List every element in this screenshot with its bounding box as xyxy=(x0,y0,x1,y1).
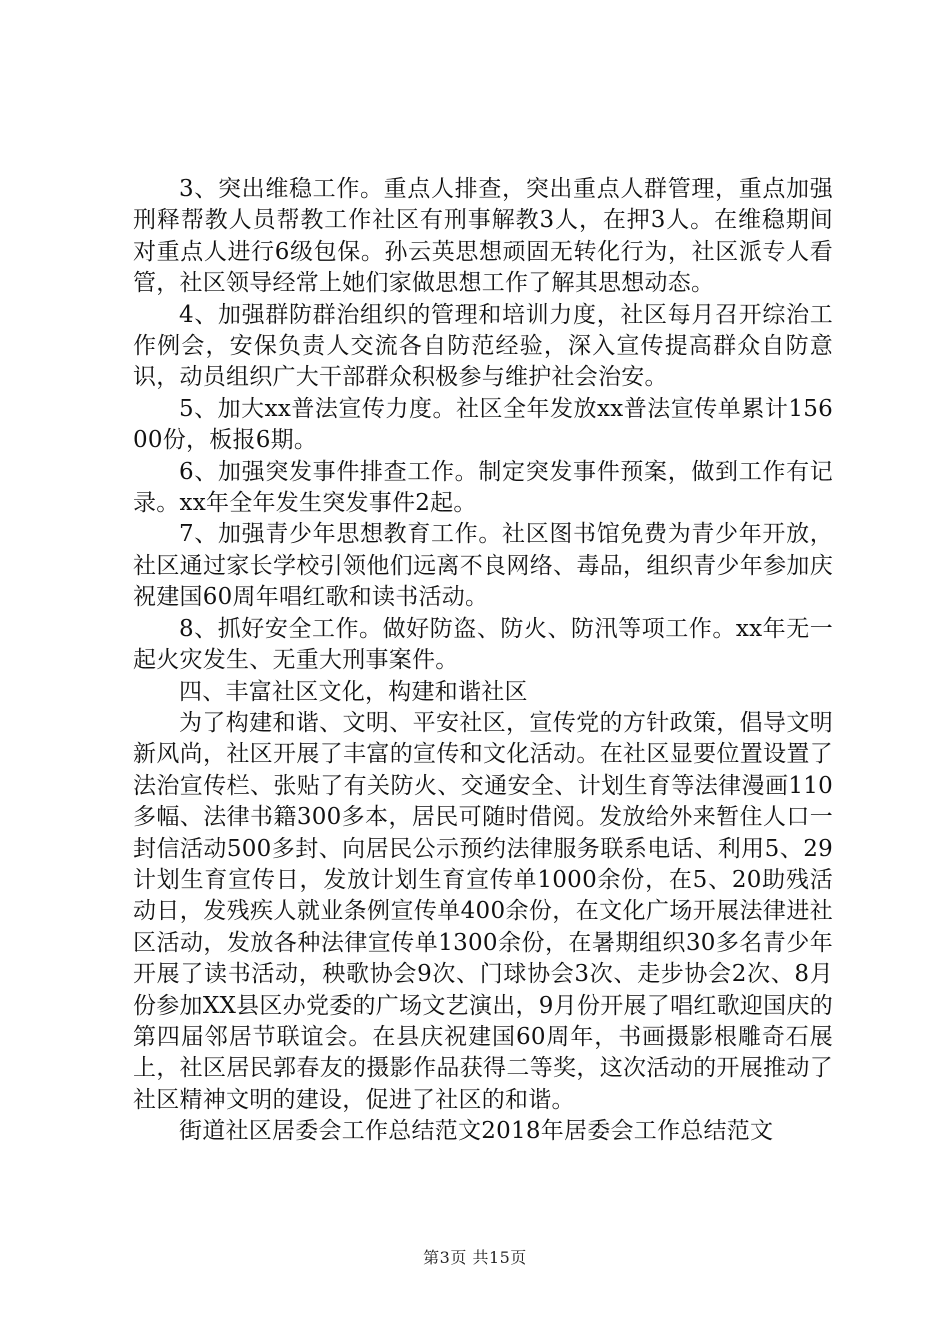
section-heading-community-culture: 四、丰富社区文化，构建和谐社区 xyxy=(179,678,528,705)
document-body xyxy=(133,174,833,1148)
page-number-footer: 第3页 共15页 xyxy=(423,1248,527,1267)
paragraph-culture-activities: 为了构建和谐、文明、平安社区，宣传党的方针政策，倡导文明新风尚，社区开展了丰富的宣传和文化活动。在社区显要位置设置了法治宣传栏、张贴了有关防火、交通安全、计划生育等法律漫画110多幅、法律书籍300多本，居民可随时借阅。发放给外来暂住人口一封信活动500多封、向居民公示预约法律服务联系电话、利用5、29计划生育宣传日，发放计划生育宣传单1000余份，在5、20助残活动日，发残疾人就业条例宣传单400余份，在文化广场开展法律进社区活动，发放各种法律宣传单1300余份，在暑期组织30多名青少年开展了读书活动，秧歌协会9次、门球协会3次、走步协会2次、8月份参加XX县区办党委的广场文艺演出，9月份开展了唱红歌迎国庆的第四届邻居节联谊会。在县庆祝建国60周年，书画摄影根雕奇石展上，社区居民郭春友的摄影作品获得二等奖，这次活动的开展推动了社区精神文明的建设，促进了社区的和谐。 xyxy=(133,709,833,1113)
paragraph-item-7-youth-education: 7、加强青少年思想教育工作。社区图书馆免费为青少年开放，社区通过家长学校引领他们远离不良网络、毒品，组织青少年参加庆祝建国60周年唱红歌和读书活动。 xyxy=(133,521,833,611)
paragraph-item-6-emergencies: 6、加强突发事件排查工作。制定突发事件预案，做到工作有记录。xx年全年发生突发事件2起。 xyxy=(133,458,833,517)
paragraph-item-8-safety: 8、抓好安全工作。做好防盗、防火、防汛等项工作。xx年无一起火灾发生、无重大刑事案件。 xyxy=(133,615,833,674)
paragraph-title-line: 街道社区居委会工作总结范文2018年居委会工作总结范文 xyxy=(179,1118,774,1145)
paragraph-item-4-patrol: 4、加强群防群治组织的管理和培训力度，社区每月召开综治工作例会，安保负责人交流各自防范经验，深入宣传提高群众自防意识，动员组织广大干部群众积极参与维护社会治安。 xyxy=(133,301,833,391)
paragraph-item-5-legal-publicity: 5、加大xx普法宣传力度。社区全年发放xx普法宣传单累计15600份，板报6期。 xyxy=(133,395,833,454)
paragraph-item-3-stability: 3、突出维稳工作。重点人排查，突出重点人群管理，重点加强刑释帮教人员帮教工作社区有刑事解教3人，在押3人。在维稳期间对重点人进行6级包保。孙云英思想顽固无转化行为，社区派专人看管，社区领导经常上她们家做思想工作了解其思想动态。 xyxy=(133,176,833,297)
